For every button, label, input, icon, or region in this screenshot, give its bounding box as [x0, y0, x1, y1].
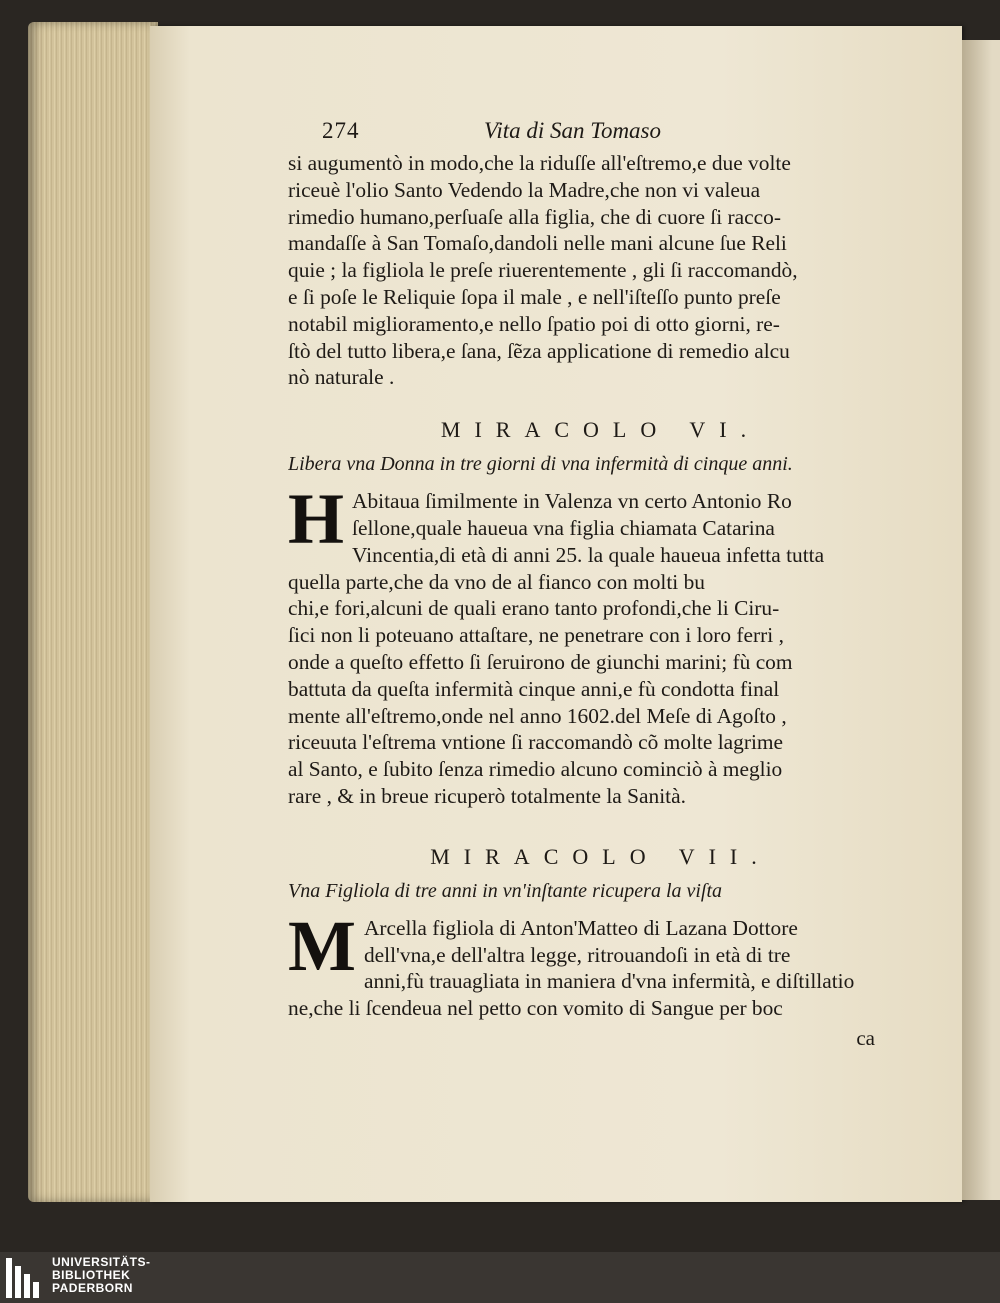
library-name: [52, 1256, 151, 1295]
miracle-7-paragraph: [288, 905, 913, 1022]
text-line: nò naturale .: [288, 365, 395, 390]
text-line: ſtò del tutto libera,e ſana, ſẽza applicatione di remedio alcu: [288, 338, 790, 363]
text-line: chi,e fori,alcuni de quali erano tanto profondi,che li Ciru-: [288, 596, 780, 621]
top-paragraph: [288, 150, 913, 391]
library-footer: [0, 1252, 1000, 1303]
text-line: anni,fù trauagliata in maniera d'vna infermità, e diſtillatio: [363, 969, 855, 994]
text-line: ſici non li poteuano attaſtare, ne penetrare con i loro ferri ,: [288, 623, 784, 648]
library-name-line: PADERBORN: [52, 1281, 133, 1295]
text-line: riceuè l'olio Santo Vedendo la Madre,che non vi valeua: [288, 177, 761, 202]
text-line: Abitaua ſimilmente in Valenza vn certo Antonio Ro: [352, 489, 792, 514]
running-head: [288, 118, 913, 150]
text-line: onde a queſto effetto ſi ſeruirono de giunchi marini; fù com: [288, 649, 793, 674]
text-line: Arcella figliola di Anton'Matteo di Lazana Dottore: [363, 915, 798, 940]
drop-cap: H: [288, 479, 345, 560]
running-title: Vita di San Tomaso: [484, 118, 662, 143]
page-text-block: [288, 118, 913, 1051]
text-line: dell'vna,e dell'altra legge, ritrouandoſi in età di tre: [363, 942, 791, 967]
miracle-7-heading: MIRACOLO VII.: [430, 843, 771, 869]
library-name-line: BIBLIOTHEK: [52, 1268, 131, 1282]
text-line: ſellone,quale haueua vna figlia chiamata Catarina: [352, 515, 775, 540]
text-line: ne,che li ſcendeua nel petto con vomito di Sangue per boc: [288, 996, 783, 1021]
miracle-7-subheading: Vna Figliola di tre anni in vn'inſtante ricupera la viſta: [288, 879, 723, 902]
library-name-line: UNIVERSITÄTS-: [52, 1255, 151, 1269]
text-line: notabil miglioramento,e nello ſpatio poi di otto giorni, re-: [288, 311, 780, 336]
text-line: battuta da queſta infermità cinque anni,e fù condotta final: [288, 676, 780, 701]
text-line: rimedio humano,perſuaſe alla figlia, che di cuore ſi racco-: [288, 204, 781, 229]
book-fore-edge: [28, 22, 158, 1202]
text-line: al Santo, e ſubito ſenza rimedio alcuno cominciò à meglio: [288, 757, 783, 782]
facing-page-edge: [962, 40, 1000, 1200]
library-logo-icon: [6, 1258, 44, 1298]
page-number: 274: [322, 118, 360, 143]
drop-cap: M: [288, 905, 356, 986]
text-line: rare , & in breue ricuperò totalmente la Sanità.: [288, 783, 686, 808]
text-line: Vincentia,di età di anni 25. la quale haueua infetta tutta: [352, 542, 825, 567]
text-line: e ſi poſe le Reliquie ſopa il male , e nell'iſteſſo punto preſe: [288, 284, 781, 309]
text-line: quella parte,che da vno de al fianco con molti bu: [288, 569, 705, 594]
text-line: mente all'eſtremo,onde nel anno 1602.del Meſe di Agoſto ,: [288, 703, 787, 728]
miracle-6-subheading: Libera vna Donna in tre giorni di vna infermità di cinque anni.: [288, 453, 793, 476]
miracle-6-heading: MIRACOLO VI.: [440, 417, 761, 443]
text-line: mandaſſe à San Tomaſo,dandoli nelle mani alcune ſue Reli: [288, 231, 787, 256]
catchword: ca: [856, 1025, 875, 1050]
text-line: si augumentò in modo,che la riduſſe all'eſtremo,e due volte: [288, 151, 791, 175]
text-line: quie ; la figliola le preſe riuerentemente , gli ſi raccomandò,: [288, 258, 798, 283]
miracle-6-paragraph: [288, 479, 913, 810]
text-line: riceuuta l'eſtrema vntione ſi raccomandò cõ molte lagrime: [288, 730, 784, 755]
